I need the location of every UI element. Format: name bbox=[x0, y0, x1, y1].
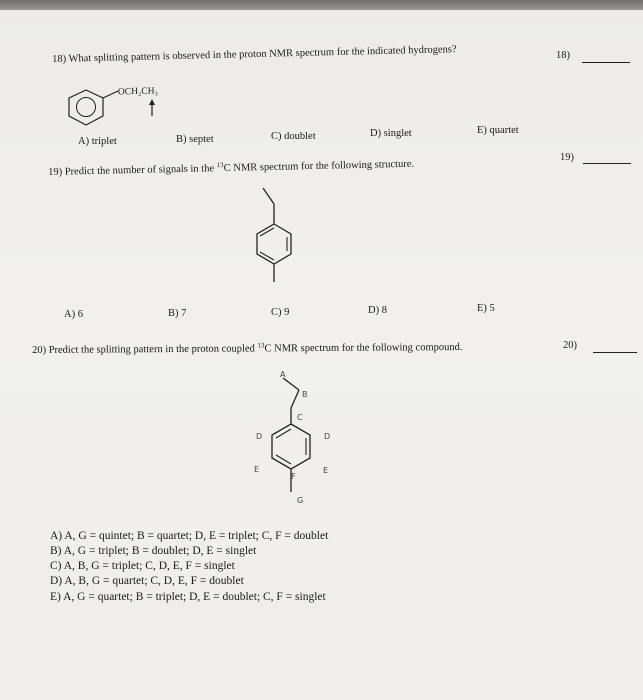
q20-label-d-left: D bbox=[256, 432, 263, 441]
q19-choice-c[interactable]: C) 9 bbox=[271, 307, 290, 318]
q19-text: 19) Predict the number of signals in the $^{13}$C NMR spectrum for the following structure. bbox=[48, 158, 415, 178]
q19-number: 19) bbox=[560, 152, 574, 163]
q19-choice-a[interactable]: A) 6 bbox=[64, 309, 83, 320]
q19-choice-b[interactable]: B) 7 bbox=[168, 308, 187, 319]
q20-label-e-right: E bbox=[323, 466, 329, 475]
q18-benzene-structure bbox=[66, 86, 126, 136]
q18-choice-d[interactable]: D) singlet bbox=[370, 128, 412, 139]
q19-answer-blank[interactable] bbox=[583, 163, 631, 164]
q20-label-a: A bbox=[280, 370, 286, 379]
q20-choice-e[interactable]: E) A, G = quartet; B = triplet; D, E = doublet; C, F = singlet bbox=[50, 591, 326, 603]
q20-structure bbox=[255, 374, 335, 514]
q20-label-g: G bbox=[297, 496, 304, 505]
q20-label-f: F bbox=[291, 472, 296, 481]
q20-label-d-right: D bbox=[324, 432, 331, 441]
q18-text: 18) What splitting pattern is observed in the proton NMR spectrum for the indicated hydrogens? bbox=[52, 44, 457, 65]
q19-choice-e[interactable]: E) 5 bbox=[477, 303, 495, 314]
q18-number: 18) bbox=[556, 50, 570, 61]
q18-indicator-arrow bbox=[148, 99, 158, 119]
q18-choice-e[interactable]: E) quartet bbox=[477, 125, 519, 136]
q19-choice-d[interactable]: D) 8 bbox=[368, 305, 387, 316]
q19-toluene-structure bbox=[250, 186, 320, 296]
q18-choice-a[interactable]: A) triplet bbox=[78, 136, 117, 147]
q20-label-b: B bbox=[302, 390, 308, 399]
q20-label-e-left: E bbox=[254, 465, 260, 474]
q20-choice-c[interactable]: C) A, B, G = triplet; C, D, E, F = singlet bbox=[50, 560, 235, 572]
q18-choice-b[interactable]: B) septet bbox=[176, 134, 214, 145]
page-top-shadow bbox=[0, 0, 643, 10]
q20-number: 20) bbox=[563, 340, 577, 351]
q20-choice-a[interactable]: A) A, G = quintet; B = quartet; D, E = triplet; C, F = doublet bbox=[50, 530, 329, 542]
q20-choice-b[interactable]: B) A, G = triplet; B = doublet; D, E = singlet bbox=[50, 545, 257, 557]
q20-choice-d[interactable]: D) A, B, G = quartet; C, D, E, F = doublet bbox=[50, 575, 244, 587]
q20-answer-blank[interactable] bbox=[593, 352, 637, 353]
q18-choice-c[interactable]: C) doublet bbox=[271, 131, 316, 142]
q20-text: 20) Predict the splitting pattern in the proton coupled $^{13}$C NMR spectrum for the following compound. bbox=[32, 341, 463, 356]
q20-label-c: C bbox=[297, 413, 303, 422]
q18-answer-blank[interactable] bbox=[582, 62, 630, 63]
q18-structure-label: OCH₂CH₃ bbox=[117, 86, 159, 98]
